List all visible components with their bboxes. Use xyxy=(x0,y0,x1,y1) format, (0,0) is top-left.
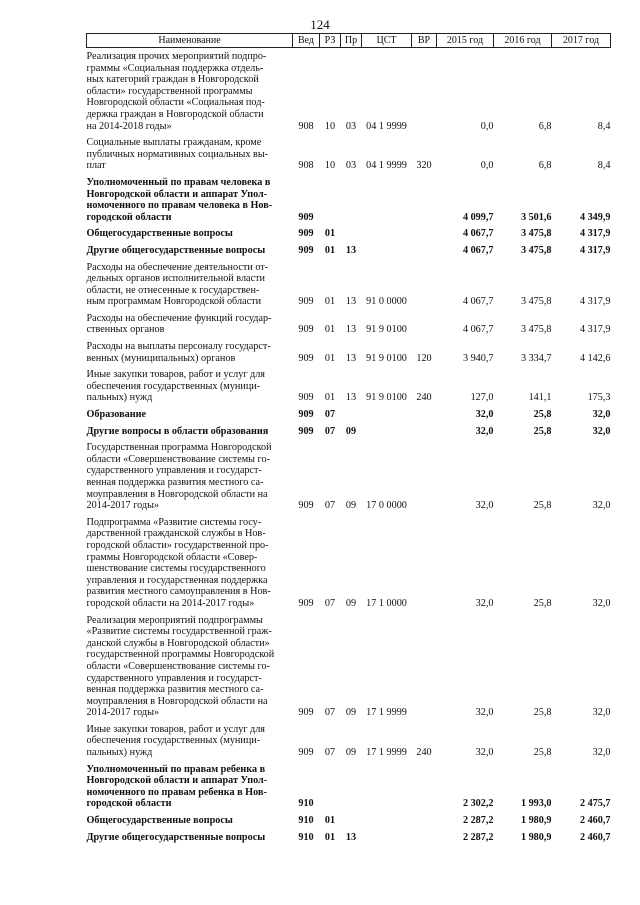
cell-vr xyxy=(412,225,437,242)
name-line: Расходы на обеспечение деятельности от- xyxy=(86,261,269,273)
name-line: ным программам Новгородской области xyxy=(86,296,262,308)
table-row xyxy=(87,612,611,721)
cell-pr: 13 xyxy=(345,831,357,843)
cell-2017: 4 317,9 xyxy=(579,324,611,336)
name-line: венная поддержка развития местного са- xyxy=(86,477,264,488)
cell-rz: 10 xyxy=(324,120,336,132)
name-line: плат xyxy=(86,160,106,172)
cell-name xyxy=(87,242,293,259)
name-line: Новгородской области «Социальная под- xyxy=(86,97,265,109)
cell-2015: 32,0 xyxy=(475,707,494,719)
cell-2016: 3 475,8 xyxy=(520,244,552,256)
cell-cst xyxy=(362,406,412,423)
cell-2015: 4 099,7 xyxy=(462,211,494,223)
name-line: держка граждан в Новгородской области xyxy=(86,108,264,120)
cell-2017: 32,0 xyxy=(592,500,611,512)
cell-2017: 8,4 xyxy=(597,160,611,172)
cell-name xyxy=(87,310,293,338)
cell-pr xyxy=(341,406,362,423)
header-rz: РЗ xyxy=(320,34,341,48)
cell-pr: 09 xyxy=(345,597,357,609)
name-line: обеспечения государственных (муници- xyxy=(86,735,261,747)
cell-vr xyxy=(412,406,437,423)
cell-2017: 175,3 xyxy=(587,392,611,404)
cell-2015: 4 067,7 xyxy=(462,244,494,256)
name-line: 2014-2017 годы» xyxy=(86,707,160,719)
table-row xyxy=(87,134,611,174)
cell-name xyxy=(87,439,293,514)
cell-ved: 908 xyxy=(298,160,314,172)
cell-2015: 32,0 xyxy=(475,597,494,609)
name-line: моуправления в Новгородской области на xyxy=(86,695,268,707)
name-line: области «Совершенствование системы го- xyxy=(86,453,270,465)
budget-table xyxy=(86,33,611,845)
name-line: дарственной гражданской службы в Нов- xyxy=(86,528,266,540)
cell-2016: 1 980,9 xyxy=(520,815,552,827)
cell-rz xyxy=(320,174,341,225)
cell-2017: 8,4 xyxy=(597,120,611,132)
cell-2016: 3 501,6 xyxy=(520,211,552,223)
name-line: публичных нормативных социальных вы- xyxy=(86,148,269,160)
cell-rz: 01 xyxy=(324,352,336,364)
cell-ved: 910 xyxy=(298,831,314,843)
cell-rz: 07 xyxy=(324,500,336,512)
name-line: пальных) нужд xyxy=(86,747,153,759)
name-line: области» государственной программы xyxy=(86,85,253,97)
name-line: Другие общегосударственные вопросы xyxy=(86,831,266,843)
name-line: Общегосударственные вопросы xyxy=(86,815,233,827)
cell-2016: 3 334,7 xyxy=(520,352,552,364)
cell-cst: 91 0 0000 xyxy=(366,296,407,308)
cell-rz: 07 xyxy=(324,597,336,609)
cell-pr: 03 xyxy=(345,120,357,132)
cell-cst xyxy=(362,812,412,829)
table-header-row xyxy=(87,34,611,48)
cell-cst xyxy=(362,174,412,225)
name-line: Государственная программа Новгородской xyxy=(86,442,272,454)
name-line: данской службы в Новгородской области» xyxy=(86,637,270,649)
cell-cst: 17 0 0000 xyxy=(366,500,407,512)
name-line: Социальные выплаты гражданам, кроме xyxy=(86,137,262,149)
cell-pr: 13 xyxy=(345,296,357,308)
cell-pr xyxy=(341,812,362,829)
cell-2017: 32,0 xyxy=(592,747,611,759)
cell-pr: 13 xyxy=(345,392,357,404)
table-row xyxy=(87,761,611,812)
cell-2015: 2 287,2 xyxy=(462,815,494,827)
cell-rz xyxy=(320,761,341,812)
cell-2017: 2 475,7 xyxy=(579,798,611,810)
cell-ved: 909 xyxy=(298,597,314,609)
header-pr: Пр xyxy=(341,34,362,48)
cell-name xyxy=(87,259,293,310)
name-line: Образование xyxy=(86,409,147,421)
cell-2016: 25,8 xyxy=(533,409,552,421)
cell-rz: 07 xyxy=(324,425,336,437)
name-line: Уполномоченный по правам ребенка в xyxy=(86,763,266,775)
cell-cst: 17 1 9999 xyxy=(366,747,407,759)
cell-name xyxy=(87,423,293,440)
cell-2017: 4 317,9 xyxy=(579,244,611,256)
header-vr: ВР xyxy=(412,34,437,48)
cell-name xyxy=(87,48,293,135)
name-line: 2014-2017 годы» xyxy=(86,500,160,512)
name-line: Реализация прочих мероприятий подпро- xyxy=(86,51,267,62)
cell-ved: 910 xyxy=(298,815,314,827)
cell-ved: 909 xyxy=(298,500,314,512)
cell-2017: 32,0 xyxy=(592,597,611,609)
cell-2015: 4 067,7 xyxy=(462,324,494,336)
name-line: номоченного по правам человека в Нов- xyxy=(86,200,273,212)
cell-2015: 0,0 xyxy=(480,120,494,132)
table-row xyxy=(87,48,611,135)
table-row xyxy=(87,242,611,259)
name-line: городской области» государственной про- xyxy=(86,539,269,551)
header-ved: Вед xyxy=(293,34,320,48)
cell-2017: 32,0 xyxy=(592,409,611,421)
cell-2016: 25,8 xyxy=(533,500,552,512)
table-row xyxy=(87,225,611,242)
cell-ved: 909 xyxy=(298,425,314,437)
cell-name xyxy=(87,174,293,225)
cell-ved: 909 xyxy=(298,747,314,759)
cell-pr: 09 xyxy=(345,707,357,719)
cell-vr xyxy=(412,259,437,310)
cell-2016: 25,8 xyxy=(533,425,552,437)
table-row xyxy=(87,366,611,406)
cell-2017: 32,0 xyxy=(592,425,611,437)
name-line: Общегосударственные вопросы xyxy=(86,228,233,240)
table-row xyxy=(87,259,611,310)
cell-cst: 91 9 0100 xyxy=(366,352,407,364)
name-line: пальных) нужд xyxy=(86,392,153,404)
table-row xyxy=(87,514,611,612)
cell-vr xyxy=(412,423,437,440)
name-line: городской области xyxy=(86,211,172,223)
name-line: Новгородской области и аппарат Упол- xyxy=(86,775,268,787)
cell-name xyxy=(87,225,293,242)
cell-rz: 10 xyxy=(324,160,336,172)
name-line: Расходы на выплаты персоналу государст- xyxy=(86,341,271,353)
cell-2015: 2 302,2 xyxy=(462,798,494,810)
page-number: 124 xyxy=(310,17,330,32)
cell-2017: 4 317,9 xyxy=(579,228,611,240)
table-row xyxy=(87,829,611,846)
name-line: ных категорий граждан в Новгородской xyxy=(86,74,259,86)
name-line: области, не отнесенные к государствен- xyxy=(86,284,260,296)
name-line: Реализация мероприятий подпрограммы xyxy=(86,614,263,626)
cell-vr xyxy=(412,612,437,721)
cell-2017: 2 460,7 xyxy=(579,831,611,843)
table-body xyxy=(87,48,611,846)
cell-2016: 1 980,9 xyxy=(520,831,552,843)
cell-rz: 01 xyxy=(324,815,336,827)
name-line: области «Совершенствование системы го- xyxy=(86,660,270,672)
cell-rz: 07 xyxy=(324,707,336,719)
name-line: городской области xyxy=(86,798,172,810)
cell-2016: 25,8 xyxy=(533,707,552,719)
cell-2016: 25,8 xyxy=(533,597,552,609)
cell-vr: 240 xyxy=(416,392,432,404)
cell-vr xyxy=(412,48,437,135)
header-2017: 2017 год xyxy=(552,34,611,48)
cell-ved: 909 xyxy=(298,296,314,308)
cell-cst: 91 9 0100 xyxy=(366,392,407,404)
name-line: шенствование системы государственного xyxy=(86,563,266,575)
cell-2016: 25,8 xyxy=(533,747,552,759)
table-row xyxy=(87,423,611,440)
name-line: Другие вопросы в области образования xyxy=(86,425,269,437)
name-line: Другие общегосударственные вопросы xyxy=(86,244,266,256)
cell-2015: 2 287,2 xyxy=(462,831,494,843)
cell-pr: 09 xyxy=(345,425,357,437)
name-line: «Развитие системы государственной граж- xyxy=(86,626,272,638)
cell-2015: 3 940,7 xyxy=(462,352,494,364)
cell-rz: 01 xyxy=(324,296,336,308)
cell-2015: 32,0 xyxy=(475,500,494,512)
name-line: граммы «Социальная поддержка отдель- xyxy=(86,62,264,74)
cell-pr xyxy=(341,174,362,225)
cell-name xyxy=(87,366,293,406)
name-line: развития местного самоуправления в Нов- xyxy=(86,586,271,598)
cell-vr: 240 xyxy=(416,747,432,759)
cell-vr xyxy=(412,812,437,829)
cell-2017: 4 349,9 xyxy=(579,211,611,223)
table-row xyxy=(87,338,611,366)
table-row xyxy=(87,406,611,423)
cell-cst xyxy=(362,225,412,242)
cell-ved: 909 xyxy=(298,211,314,223)
name-line: Иные закупки товаров, работ и услуг для xyxy=(86,369,265,381)
cell-ved: 909 xyxy=(298,707,314,719)
cell-ved: 909 xyxy=(298,352,314,364)
cell-vr: 320 xyxy=(416,160,432,172)
cell-vr xyxy=(412,242,437,259)
table-row xyxy=(87,439,611,514)
cell-rz: 07 xyxy=(324,747,336,759)
cell-2016: 6,8 xyxy=(538,160,552,172)
cell-vr xyxy=(412,761,437,812)
cell-rz: 01 xyxy=(324,228,336,240)
cell-cst: 04 1 9999 xyxy=(366,120,407,132)
name-line: ственных органов xyxy=(86,324,165,336)
cell-cst: 17 1 0000 xyxy=(366,597,407,609)
cell-name xyxy=(87,612,293,721)
cell-cst: 04 1 9999 xyxy=(366,160,407,172)
cell-pr: 13 xyxy=(345,244,357,256)
cell-cst xyxy=(362,761,412,812)
cell-2015: 32,0 xyxy=(475,425,494,437)
cell-2015: 32,0 xyxy=(475,409,494,421)
cell-ved: 910 xyxy=(298,798,314,810)
cell-pr: 13 xyxy=(345,324,357,336)
name-line: городской области на 2014-2017 годы» xyxy=(86,597,255,609)
cell-ved: 909 xyxy=(298,244,314,256)
cell-name xyxy=(87,134,293,174)
cell-pr xyxy=(341,225,362,242)
header-2016: 2016 год xyxy=(494,34,552,48)
cell-name xyxy=(87,721,293,761)
cell-2015: 4 067,7 xyxy=(462,228,494,240)
cell-2015: 4 067,7 xyxy=(462,296,494,308)
cell-2016: 141,1 xyxy=(528,392,552,404)
name-line: венных (муниципальных) органов xyxy=(86,352,236,364)
cell-2015: 32,0 xyxy=(475,747,494,759)
cell-vr xyxy=(412,310,437,338)
cell-2015: 127,0 xyxy=(470,392,494,404)
cell-ved: 909 xyxy=(298,409,314,421)
header-cst: ЦСТ xyxy=(362,34,412,48)
name-line: Подпрограмма «Развитие системы госу- xyxy=(86,516,262,528)
cell-2017: 32,0 xyxy=(592,707,611,719)
header-name: Наименование xyxy=(87,34,293,48)
cell-2015: 0,0 xyxy=(480,160,494,172)
cell-2016: 3 475,8 xyxy=(520,296,552,308)
cell-2016: 1 993,0 xyxy=(520,798,552,810)
name-line: граммы Новгородской области «Совер- xyxy=(86,551,258,563)
cell-2017: 4 317,9 xyxy=(579,296,611,308)
cell-vr xyxy=(412,174,437,225)
cell-rz: 01 xyxy=(324,324,336,336)
name-line: венная поддержка развития местного са- xyxy=(86,684,264,696)
name-line: моуправления в Новгородской области на xyxy=(86,488,268,500)
cell-name xyxy=(87,406,293,423)
name-line: управления и государственная поддержка xyxy=(86,574,268,586)
name-line: на 2014-2018 годы» xyxy=(86,120,172,132)
name-line: Уполномоченный по правам человека в xyxy=(86,176,271,188)
cell-cst xyxy=(362,829,412,846)
cell-rz: 07 xyxy=(324,409,336,421)
cell-2016: 3 475,8 xyxy=(520,324,552,336)
cell-ved: 909 xyxy=(298,392,314,404)
cell-2017: 2 460,7 xyxy=(579,815,611,827)
table-row xyxy=(87,310,611,338)
cell-vr xyxy=(412,439,437,514)
cell-ved: 909 xyxy=(298,324,314,336)
cell-pr xyxy=(341,761,362,812)
name-line: сударственного управления и государст- xyxy=(86,465,262,477)
cell-cst: 17 1 9999 xyxy=(366,707,407,719)
cell-2016: 6,8 xyxy=(538,120,552,132)
cell-cst xyxy=(362,242,412,259)
header-2015: 2015 год xyxy=(437,34,494,48)
name-line: Расходы на обеспечение функций государ- xyxy=(86,312,272,324)
cell-ved: 909 xyxy=(298,228,314,240)
cell-vr xyxy=(412,514,437,612)
cell-name xyxy=(87,812,293,829)
cell-name xyxy=(87,761,293,812)
cell-rz: 01 xyxy=(324,244,336,256)
table-row xyxy=(87,812,611,829)
cell-ved: 908 xyxy=(298,120,314,132)
cell-name xyxy=(87,514,293,612)
cell-rz: 01 xyxy=(324,392,336,404)
name-line: обеспечения государственных (муници- xyxy=(86,380,261,392)
name-line: Иные закупки товаров, работ и услуг для xyxy=(86,723,265,735)
cell-name xyxy=(87,338,293,366)
name-line: Новгородской области и аппарат Упол- xyxy=(86,188,268,200)
cell-vr xyxy=(412,829,437,846)
cell-rz: 01 xyxy=(324,831,336,843)
table-row xyxy=(87,721,611,761)
cell-cst xyxy=(362,423,412,440)
name-line: номоченного по правам ребенка в Нов- xyxy=(86,786,267,798)
cell-pr: 09 xyxy=(345,500,357,512)
name-line: сударственного управления и государст- xyxy=(86,672,262,684)
cell-2016: 3 475,8 xyxy=(520,228,552,240)
cell-2017: 4 142,6 xyxy=(579,352,611,364)
cell-name xyxy=(87,829,293,846)
cell-pr: 03 xyxy=(345,160,357,172)
cell-pr: 09 xyxy=(345,747,357,759)
cell-pr: 13 xyxy=(345,352,357,364)
cell-vr: 120 xyxy=(416,352,432,364)
cell-cst: 91 9 0100 xyxy=(366,324,407,336)
table-row xyxy=(87,174,611,225)
name-line: государственной программы Новгородской xyxy=(86,649,275,661)
name-line: дельных органов исполнительной власти xyxy=(86,273,265,285)
